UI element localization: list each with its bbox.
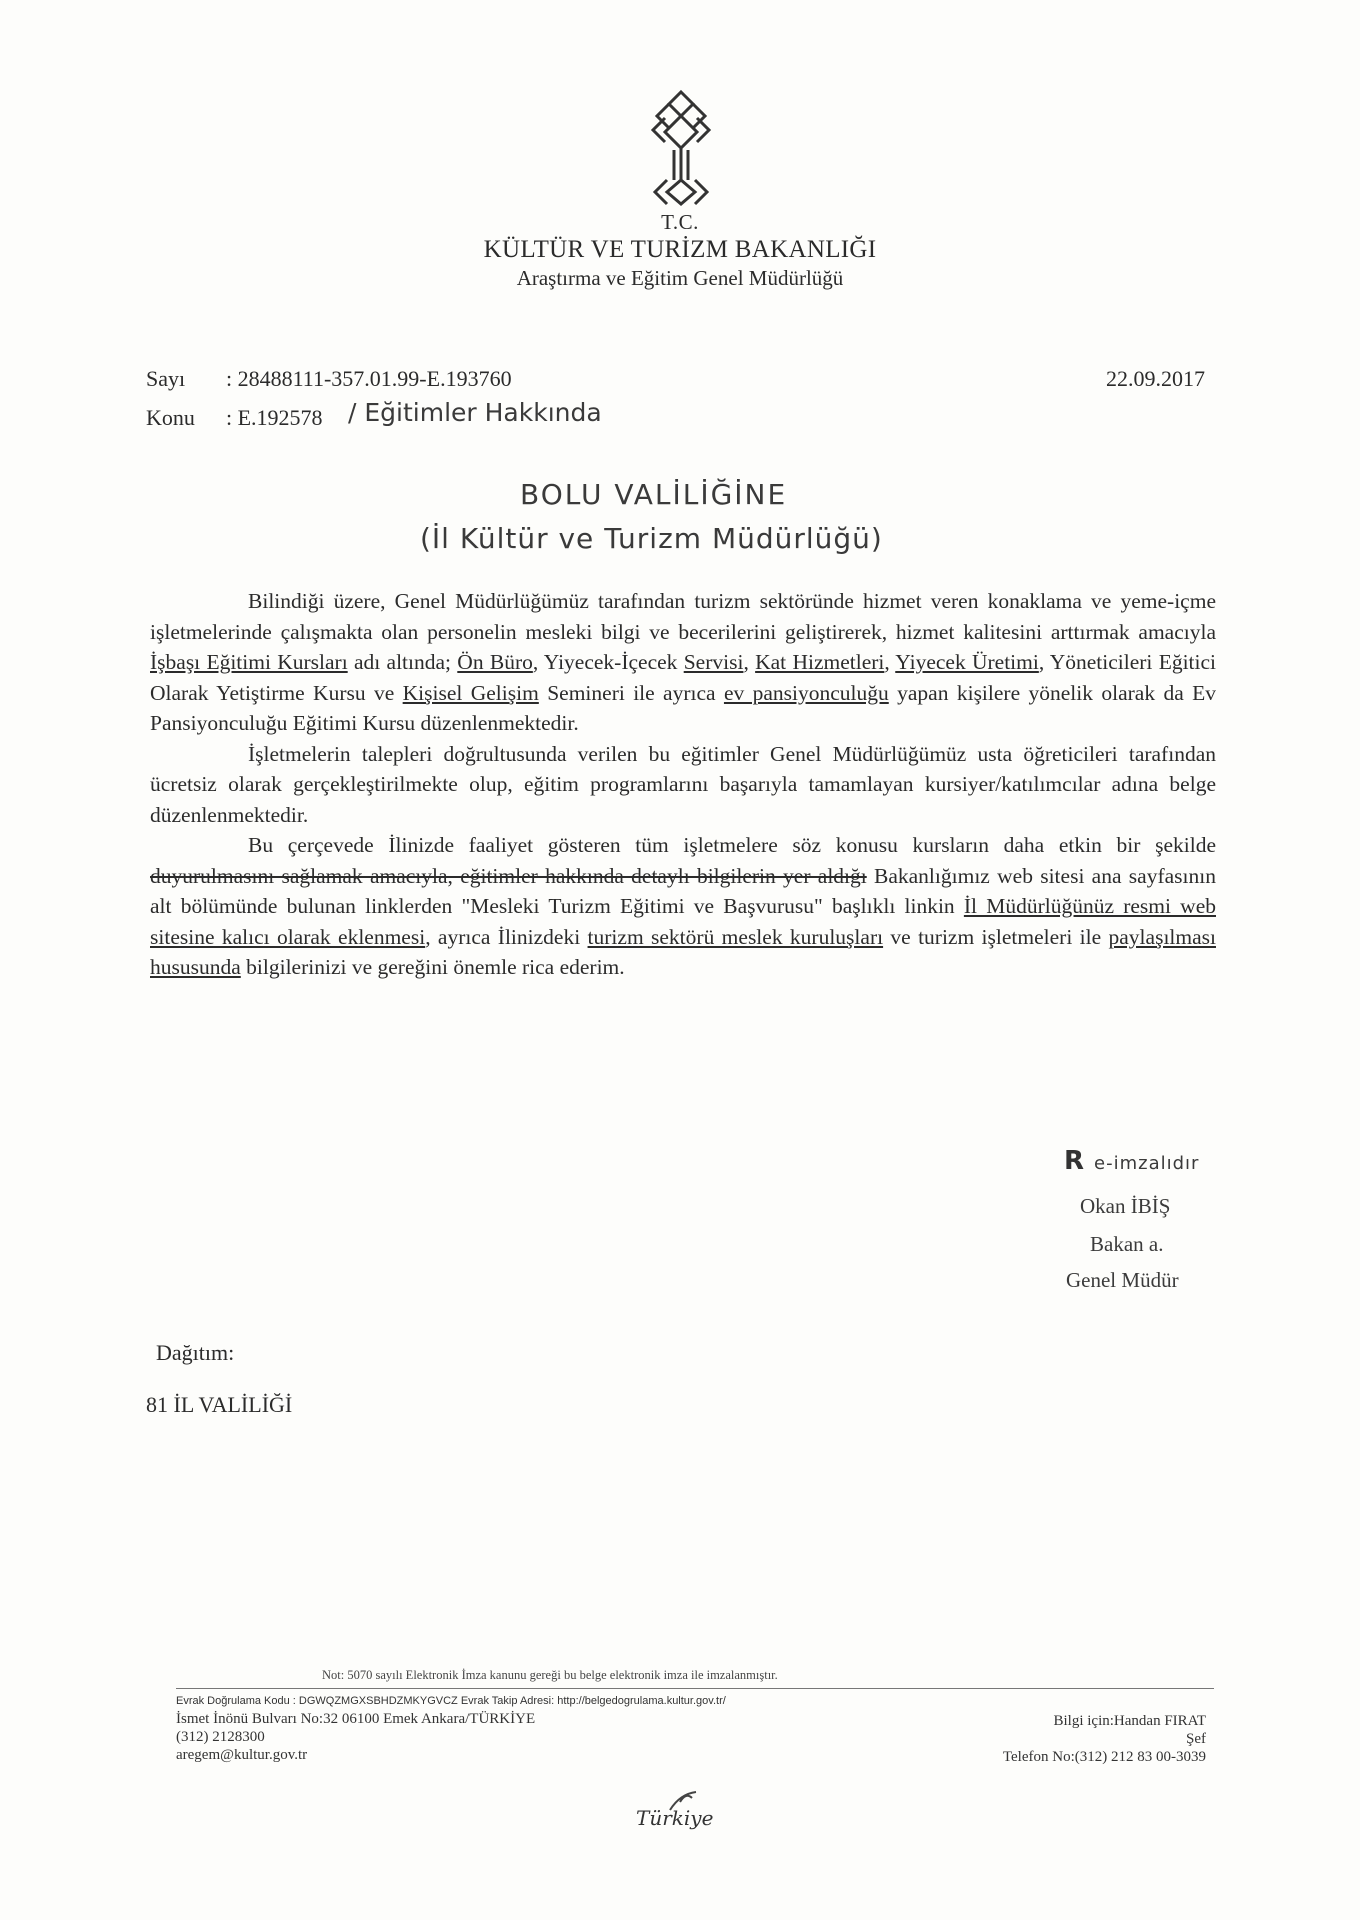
footer-tel: Telefon No:(312) 212 83 00-3039 <box>1002 1749 1206 1765</box>
footer-verify: Evrak Doğrulama Kodu : DGWQZMGXSBHDZMKYGVCZ Evrak Takip Adresi: http://belgedogrulama.kultur.gov.tr/ <box>176 1695 726 1707</box>
distribution-value: 81 İL VALİLİĞİ <box>146 1392 293 1417</box>
footer-address: İsmet İnönü Bulvarı No:32 06100 Emek Ankara/TÜRKİYE <box>176 1711 536 1727</box>
e-signature <box>1064 1146 1264 1176</box>
sayi-value: : 28488111-357.01.99-E.193760 <box>226 366 512 391</box>
sayi-label: Sayı <box>146 366 186 391</box>
paragraph-1: Bilindiği üzere, Genel Müdürlüğümüz tarafından turizm sektöründe hizmet veren konaklama ve yeme-içme işletmelerinde çalışmakta olan personelin mesleki bilgi ve becerilerini geliştirerek, hizmet kalitesini arttırmak amacıyla İşbaşı Eğitimi Kursları adı altında; Ön Büro, Yiyecek-İçecek Servisi, Kat Hizmetleri, Yiyecek Üretimi, Yöneticileri Eğitici Olarak Yetiştirme Kursu ve Kişisel Gelişim Semineri ile ayrıca ev pansiyonculuğu yapan kişilere yönelik olarak da Ev Pansiyonculuğu Eğitimi Kursu düzenlenmektedir. <box>150 589 1217 735</box>
footer-info: Bilgi için:Handan FIRAT <box>1053 1713 1206 1729</box>
header-directorate: Araştırma ve Eğitim Genel Müdürlüğü <box>516 266 844 290</box>
turkiye-brand <box>636 1796 756 1836</box>
footer-rule <box>176 1688 1214 1689</box>
konu-value: : E.192578 <box>226 405 323 430</box>
konu-handwritten: / Eğitimler Hakkında <box>348 398 602 427</box>
signer-name: Okan İBİŞ <box>1080 1194 1171 1218</box>
turkiye-brand-text: Türkiye <box>636 1806 714 1830</box>
footer-phone: (312) 2128300 <box>176 1729 265 1745</box>
distribution-label: Dağıtım: <box>156 1340 235 1365</box>
letter-body <box>150 586 1216 983</box>
header-ministry: KÜLTÜR VE TURİZM BAKANLIĞI <box>483 236 877 263</box>
recipient-line2: (İl Kültür ve Turizm Müdürlüğü) <box>420 522 883 555</box>
document-date: 22.09.2017 <box>1106 366 1205 391</box>
footer-note: Not: 5070 sayılı Elektronik İmza kanunu gereği bu belge elektronik imza ile imzalanmıştır. <box>322 1668 778 1682</box>
signer-title-2: Genel Müdür <box>1066 1268 1179 1292</box>
footer-email: aregem@kultur.gov.tr <box>176 1747 308 1763</box>
signer-title-1: Bakan a. <box>1090 1232 1164 1256</box>
paragraph-3: Bu çerçevede İlinizde faaliyet gösteren tüm işletmelere söz konusu kursların daha etkin bir şekilde duyurulmasını sağlamak amacıyla, eğitimler hakkında detaylı bilgilerin yer aldığı Bakanlığımız web sitesi ana sayfasının alt bölümünde bulunan linklerden "Mesleki Turizm Eğitimi ve Başvurusu" başlıklı linkin İl Müdürlüğünüz resmi web sitesine kalıcı olarak eklenmesi, ayrıca İlinizdeki turizm sektörü meslek kuruluşları ve turizm işletmeleri ile paylaşılması hususunda bilgilerinizi ve gereğini önemle rica ederim. <box>150 833 1216 979</box>
konu-label: Konu <box>146 405 195 430</box>
e-signature-icon: R <box>1064 1146 1085 1176</box>
paragraph-2: İşletmelerin talepleri doğrultusunda verilen bu eğitimler Genel Müdürlüğümüz usta öğreticileri tarafından ücretsiz olarak gerçekleştirilmekte olup, eğitim programlarını başarıyla tamamlayan kursiyer/katılımcılar adına belge düzenlenmektedir. <box>150 741 1216 827</box>
e-signature-text: e-imzalıdır <box>1094 1153 1200 1174</box>
ministry-logo-icon <box>643 88 719 206</box>
header-tc: T.C. <box>661 210 699 234</box>
footer-role: Şef <box>1186 1731 1206 1747</box>
recipient-line1: BOLU VALİLİĞİNE <box>520 478 788 511</box>
